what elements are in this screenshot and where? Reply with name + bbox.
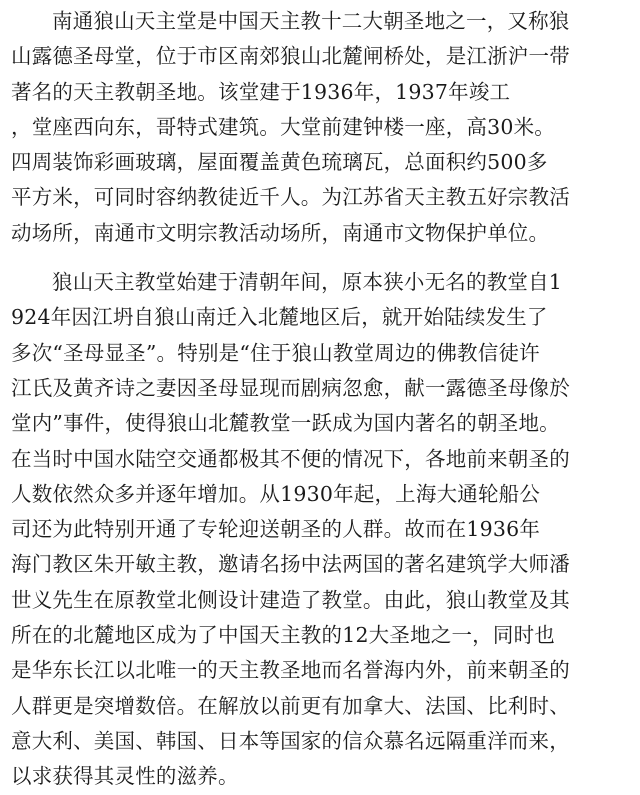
text-line: 多次“圣母显圣”。特别是“住于狼山教堂周边的佛教信徒许 bbox=[11, 340, 540, 365]
text-line: 以求获得其灵性的滋养。 bbox=[11, 764, 239, 789]
text-line: 狼山天主教堂始建于清朝年间，原本狭小无名的教堂自1 bbox=[52, 270, 563, 295]
text-line: 司还为此特别开通了专轮迎送朝圣的人群。故而在1936年 bbox=[11, 517, 541, 542]
paragraph-2 bbox=[11, 265, 634, 794]
text-line: 动场所，南通市文明宗教活动场所，南通市文物保护单位。 bbox=[11, 220, 550, 245]
text-line: 四周装饰彩画玻璃，屋面覆盖黄色琉璃瓦，总面积约500多 bbox=[11, 150, 548, 175]
text-line: 是华东长江以北唯一的天主教圣地而名誉海内外，前来朝圣的 bbox=[11, 658, 570, 683]
text-line: ，堂座西向东，哥特式建筑。大堂前建钟楼一座，高30米。 bbox=[11, 114, 555, 139]
text-line: 山露德圣母堂，位于市区南郊狼山北麓闸桥处，是江浙沪一带 bbox=[11, 44, 570, 69]
text-line: 著名的天主教朝圣地。该堂建于1936年，1937年竣工 bbox=[11, 79, 511, 104]
text-line: 人数依然众多并逐年增加。从1930年起，上海大通轮船公 bbox=[11, 481, 541, 506]
paragraph-1 bbox=[11, 4, 634, 251]
text-line: 江氏及黄齐诗之妻因圣母显现而剧病忽愈，献一露德圣母像於 bbox=[11, 375, 570, 400]
text-line: 意大利、美国、韩国、日本等国家的信众慕名远隔重洋而来， bbox=[11, 728, 570, 753]
text-line: 世义先生在原教堂北侧设计建造了教堂。由此，狼山教堂及其 bbox=[11, 587, 570, 612]
text-line: 在当时中国水陆空交通都极其不便的情况下，各地前来朝圣的 bbox=[11, 446, 570, 471]
text-line: 堂内”事件，使得狼山北麓教堂一跃成为国内著名的朝圣地。 bbox=[11, 411, 560, 436]
text-line: 平方米，可同时容纳教徒近千人。为江苏省天主教五好宗教活 bbox=[11, 185, 570, 210]
text-line: 所在的北麓地区成为了中国天主教的12大圣地之一，同时也 bbox=[11, 623, 555, 648]
text-line: 人群更是突增数倍。在解放以前更有加拿大、法国、比利时、 bbox=[11, 693, 570, 718]
text-line: 924年因江坍自狼山南迁入北麓地区后，就开始陆续发生了 bbox=[11, 305, 548, 330]
text-line: 海门教区朱开敏主教，邀请名扬中法两国的著名建筑学大师潘 bbox=[11, 552, 570, 577]
text-line: 南通狼山天主堂是中国天主教十二大朝圣地之一，又称狼 bbox=[52, 9, 570, 33]
